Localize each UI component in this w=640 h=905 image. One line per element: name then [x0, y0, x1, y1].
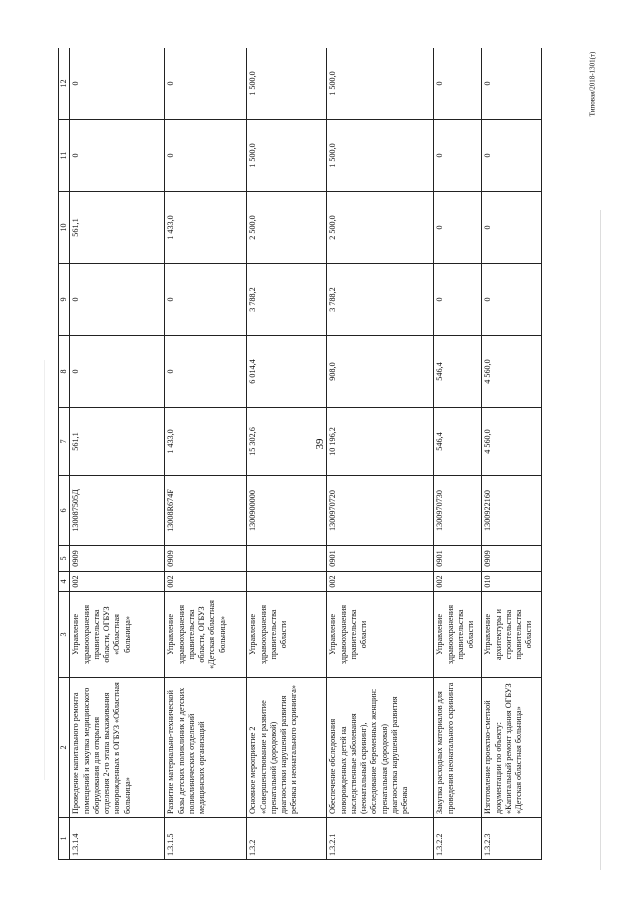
cell-2023: 0: [70, 48, 165, 120]
cell-code: 1.3.1.4: [70, 818, 165, 860]
cell-total: 546,4: [434, 408, 482, 476]
cell-executor: Управление здравоохранения правительства области, ОГБУЗ «Областная больница»: [70, 592, 165, 678]
table-row: [165, 48, 247, 860]
cell-name: Проведение капитального ремонта помещений и закупка медицинского оборудования для открытия отделения 2-го этапа выхаживания новорожденных в ОГБУЗ «Областная больница»: [70, 678, 165, 818]
table-row: [247, 48, 327, 860]
cell-2020: 0: [165, 264, 247, 336]
cell-name: Изготовление проектно-сметной документации по объекту: «Капитальный ремонт здания ОГБУЗ «Детская областная больница»: [482, 678, 542, 818]
cell-executor: Управление здравоохранения правительства области: [327, 592, 434, 678]
cell-name: Закупка расходных материалов для проведения неонатального скрининга: [434, 678, 482, 818]
col-num: 9: [59, 264, 70, 336]
cell-2019: 0: [165, 336, 247, 408]
cell-name: Обеспечение обследования новорожденных детей на наследственные заболевания (неонатальный скрининг), обследование беременных женщин: пренатальная (дородовая) диагностика нарушений развития ребенка: [327, 678, 434, 818]
cell-2023: 0: [165, 48, 247, 120]
table-row: [482, 48, 542, 860]
cell-total: 1 433,0: [165, 408, 247, 476]
cell-2022: 0: [70, 120, 165, 192]
cell-2020: 3 788,2: [247, 264, 327, 336]
col-num: 7: [59, 408, 70, 476]
cell-2022: 1 500,0: [327, 120, 434, 192]
cell-2023: 0: [482, 48, 542, 120]
cell-2020: 0: [70, 264, 165, 336]
cell-rzpr: 0909: [70, 546, 165, 572]
cell-executor: Управление здравоохранения правительства области, ОГБУЗ «Детская областная больница»: [165, 592, 247, 678]
scan-line: [44, 360, 45, 780]
cell-2020: 0: [434, 264, 482, 336]
cell-executor: Управление здравоохранения правительства области: [434, 592, 482, 678]
col-num: 10: [59, 192, 70, 264]
cell-executor: Управление архитектуры и строительства правительства области: [482, 592, 542, 678]
cell-csr: 13008R674F: [165, 476, 247, 546]
scan-line: [600, 210, 601, 870]
cell-grbs: 002: [434, 572, 482, 592]
cell-code: 1.3.2.3: [482, 818, 542, 860]
cell-grbs: [247, 572, 327, 592]
cell-2019: 546,4: [434, 336, 482, 408]
cell-grbs: 010: [482, 572, 542, 592]
cell-2019: 6 014,4: [247, 336, 327, 408]
cell-total: 4 560,0: [482, 408, 542, 476]
cell-2021: 0: [482, 192, 542, 264]
cell-rzpr: 0901: [327, 546, 434, 572]
cell-rzpr: [247, 546, 327, 572]
cell-name: Развитие материально-технической базы детских поликлиник и детских поликлинических отделений медицинских организаций: [165, 678, 247, 818]
cell-2019: 908,0: [327, 336, 434, 408]
cell-grbs: 002: [327, 572, 434, 592]
cell-2023: 1 500,0: [247, 48, 327, 120]
cell-2022: 0: [165, 120, 247, 192]
cell-total: 10 196,2: [327, 408, 434, 476]
cell-code: 1.3.2: [247, 818, 327, 860]
col-num: 11: [59, 120, 70, 192]
cell-2022: 0: [434, 120, 482, 192]
cell-code: 1.3.2.1: [327, 818, 434, 860]
cell-2023: 0: [434, 48, 482, 120]
col-num: 8: [59, 336, 70, 408]
cell-2019: 0: [70, 336, 165, 408]
cell-2021: 2 500,0: [247, 192, 327, 264]
cell-name: Основное мероприятие 2 «Совершенствование и развитие пренатальной (дородовой) диагностики нарушений развития ребенка и неонатального скрининга»: [247, 678, 327, 818]
cell-rzpr: 0909: [482, 546, 542, 572]
table-row: [70, 48, 165, 860]
cell-csr: 1300922160: [482, 476, 542, 546]
col-num: 5: [59, 546, 70, 572]
table-row: [327, 48, 434, 860]
cell-rzpr: 0909: [165, 546, 247, 572]
cell-code: 1.3.2.2: [434, 818, 482, 860]
program-table: [58, 48, 542, 860]
cell-grbs: 002: [70, 572, 165, 592]
col-num: 1: [59, 818, 70, 860]
table-row: [434, 48, 482, 860]
cell-2021: 1 433,0: [165, 192, 247, 264]
col-num: 12: [59, 48, 70, 120]
page-number: 39: [314, 438, 326, 450]
cell-2021: 2 500,0: [327, 192, 434, 264]
cell-total: 561,1: [70, 408, 165, 476]
cell-total: 15 302,6: [247, 408, 327, 476]
column-number-row: [59, 48, 70, 860]
cell-grbs: 002: [165, 572, 247, 592]
cell-2019: 4 560,0: [482, 336, 542, 408]
col-num: 4: [59, 572, 70, 592]
cell-code: 1.3.1.5: [165, 818, 247, 860]
form-code: Типовая/2018-1301(т): [588, 51, 597, 117]
cell-2021: 561,1: [70, 192, 165, 264]
cell-2021: 0: [434, 192, 482, 264]
cell-2020: 0: [482, 264, 542, 336]
col-num: 2: [59, 678, 70, 818]
cell-2022: 0: [482, 120, 542, 192]
cell-csr: 1300970720: [327, 476, 434, 546]
cell-executor: Управление здравоохранения правительства области: [247, 592, 327, 678]
cell-2020: 3 788,2: [327, 264, 434, 336]
cell-csr: 1300970730: [434, 476, 482, 546]
col-num: 6: [59, 476, 70, 546]
col-num: 3: [59, 592, 70, 678]
table-container: [58, 48, 542, 860]
cell-csr: 130087505Д: [70, 476, 165, 546]
cell-csr: 1300900000: [247, 476, 327, 546]
cell-rzpr: 0901: [434, 546, 482, 572]
cell-2023: 1 500,0: [327, 48, 434, 120]
cell-2022: 1 500,0: [247, 120, 327, 192]
